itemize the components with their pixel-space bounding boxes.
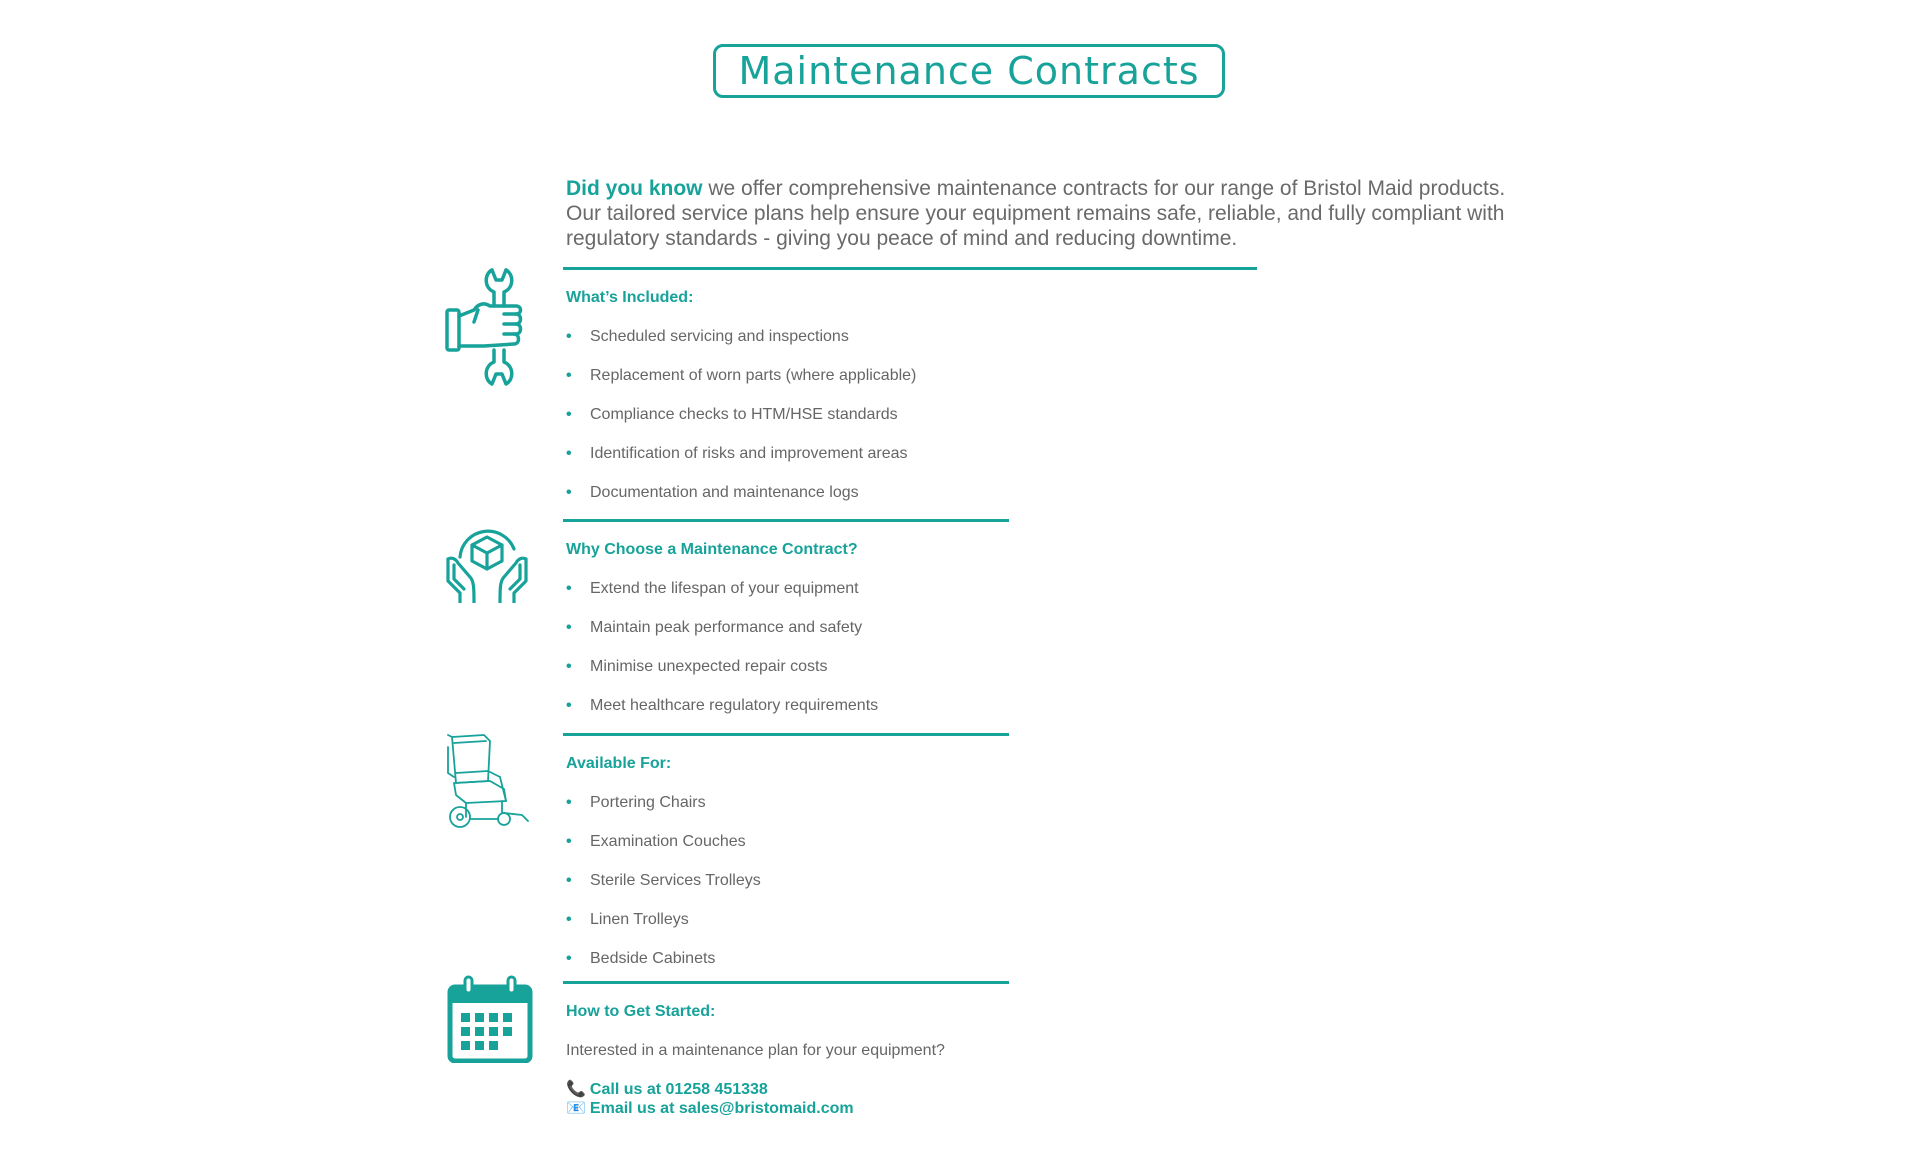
list-item-text: Maintain peak performance and safety (590, 619, 863, 636)
list-item (566, 618, 1266, 637)
divider (563, 733, 1009, 736)
list-item (566, 366, 1266, 385)
list-item (566, 444, 1266, 463)
bullet-icon: • (566, 794, 572, 811)
bullet-icon: • (566, 911, 572, 928)
section-why-choose (566, 540, 1266, 715)
list-item-text: Meet healthcare regulatory requirements (590, 697, 879, 714)
bullet-icon: • (566, 872, 572, 889)
list-item (566, 793, 1266, 812)
divider (563, 981, 1009, 984)
list-item-text: Scheduled servicing and inspections (590, 328, 849, 345)
email-text: Email us at sales@bristomaid.com (589, 1100, 854, 1117)
list-item-text: Extend the lifespan of your equipment (590, 580, 859, 597)
hands-box-icon (444, 519, 530, 608)
available-list (566, 793, 1266, 968)
list-item (566, 579, 1266, 598)
intro-text: we offer comprehensive maintenance contracts for our range of Bristol Maid products. Our tailored service plans help ensure your equipment remains safe, reliable, and fully compliant with regulatory standards - giving you peace of mind and reducing downtime. (566, 177, 1506, 250)
list-item (566, 405, 1266, 424)
list-item (566, 696, 1266, 715)
phone-text: Call us at 01258 451338 (589, 1081, 768, 1098)
section-heading: Available For: (566, 755, 672, 772)
list-item (566, 657, 1266, 676)
page-title: Maintenance Contracts (738, 49, 1200, 93)
section-heading: How to Get Started: (566, 1003, 716, 1020)
bullet-icon: • (566, 406, 572, 423)
list-item-text: Minimise unexpected repair costs (590, 658, 828, 675)
intro-paragraph (566, 176, 1506, 251)
page-title-box (713, 44, 1225, 98)
calendar-icon (447, 975, 533, 1068)
list-item (566, 910, 1266, 929)
list-item-text: Replacement of worn parts (where applicable) (590, 367, 917, 384)
list-item-text: Compliance checks to HTM/HSE standards (590, 406, 898, 423)
phone-link[interactable] (566, 1080, 1266, 1099)
email-link[interactable] (566, 1099, 1266, 1118)
list-item (566, 832, 1266, 851)
bullet-icon: • (566, 580, 572, 597)
list-item-text: Bedside Cabinets (590, 950, 716, 967)
included-list (566, 327, 1266, 502)
section-whats-included (566, 288, 1266, 502)
why-list (566, 579, 1266, 715)
phone-icon: 📞 (566, 1081, 586, 1098)
bullet-icon: • (566, 484, 572, 501)
intro-lead: Did you know (566, 177, 703, 200)
hand-wrench-icon (444, 266, 524, 391)
list-item (566, 949, 1266, 968)
bullet-icon: • (566, 367, 572, 384)
bullet-icon: • (566, 658, 572, 675)
section-heading: What’s Included: (566, 289, 694, 306)
bullet-icon: • (566, 445, 572, 462)
section-get-started (566, 1002, 1266, 1118)
divider (563, 267, 1257, 270)
list-item-text: Portering Chairs (590, 794, 706, 811)
list-item (566, 327, 1266, 346)
get-started-text: Interested in a maintenance plan for your equipment? (566, 1042, 945, 1059)
bullet-icon: • (566, 950, 572, 967)
portering-chair-icon (444, 733, 530, 836)
list-item (566, 483, 1266, 502)
bullet-icon: • (566, 697, 572, 714)
list-item-text: Examination Couches (590, 833, 746, 850)
bullet-icon: • (566, 833, 572, 850)
bullet-icon: • (566, 619, 572, 636)
list-item-text: Identification of risks and improvement areas (590, 445, 908, 462)
section-available-for (566, 754, 1266, 968)
section-heading: Why Choose a Maintenance Contract? (566, 541, 858, 558)
list-item-text: Linen Trolleys (590, 911, 689, 928)
list-item (566, 871, 1266, 890)
list-item-text: Documentation and maintenance logs (590, 484, 859, 501)
list-item-text: Sterile Services Trolleys (590, 872, 761, 889)
bullet-icon: • (566, 328, 572, 345)
email-icon: 📧 (566, 1100, 586, 1117)
divider (563, 519, 1009, 522)
